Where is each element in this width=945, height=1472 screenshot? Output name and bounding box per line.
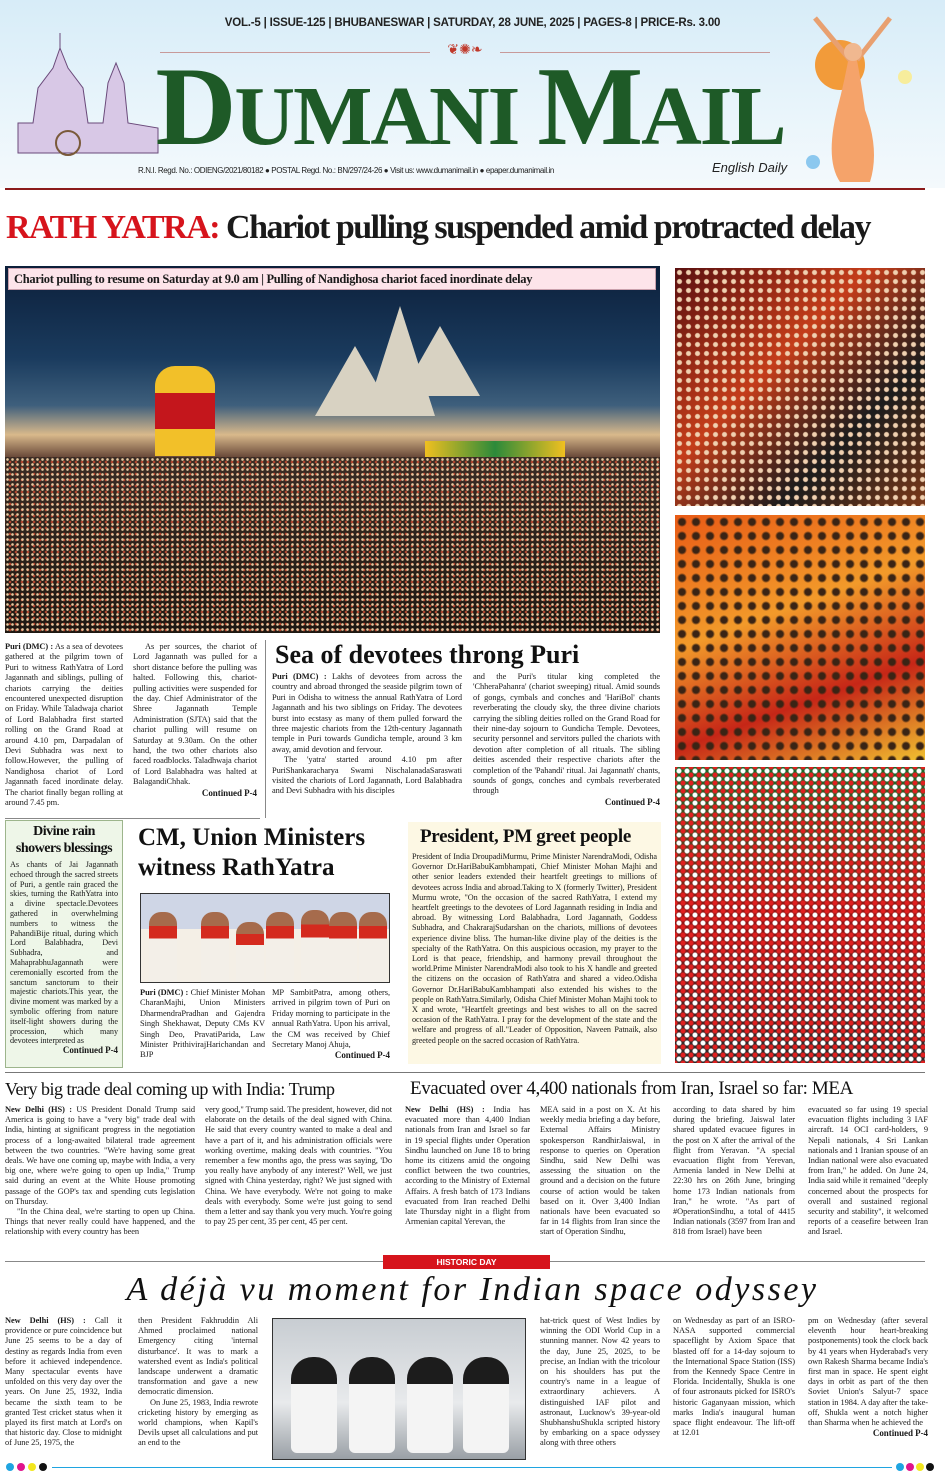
rath-yatra-photo <box>5 266 660 633</box>
registration-mark-yellow <box>916 1463 924 1471</box>
space-article-col4: on Wednesday as part of an ISRO-NASA supported commercial spaceflight by Axiom Space that blasted off for a 14-day sojourn to the International Space Station (ISS) from the Kennedy Space Centre in Florida. Incidentally, Shukla is one of four astronauts picked for ISRO's historic Gaganyaan mission, which marks India's inaugural human space flight endeavour. The lift-off at 12.01 <box>673 1316 795 1438</box>
space-article-col3: hat-trick quest of West Indies by winning the ODI World Cup in a stunning manner. Now 42 years to the day, June 25, 2025, to be precise, an Indian with the tricolour on his shoulders has put the country's name in a league of extraordinary achievers. A distinguished IAF pilot and astronaut, Lucknow's 39-year-old ShubhanshuShukla scripted history by embarking on a space odyssey along with three others <box>540 1316 660 1448</box>
ornament-icon: ❦✺❧ <box>447 43 483 58</box>
trump-article-col1: New Delhi (HS) : US President Donald Trump said America is going to have a "very big" trade deal with India, hinting at significant progress in the negotiation process of a long-awaited bilateral trade agreement between the two countries. "We're having some great deals. We have one coming up, maybe with India, a very big one, where we're going to open up India," Trump said during an event at the White House promoting passage of the GOP's tax and spending cuts legislation on Thursday. "In the China deal, we're starting to open up China. Things that never really could have happened, and the relationship with every country has been <box>5 1105 196 1237</box>
space-headline: A déjà vu moment for Indian space odyssey <box>126 1271 819 1308</box>
divine-rain-box <box>5 820 123 1068</box>
historic-day-badge: HISTORIC DAY <box>383 1255 550 1269</box>
photo-caption-bar: Chariot pulling to resume on Saturday at 9.0 am | Pulling of Nandighosa chariot faced inordinate delay <box>8 268 656 290</box>
mea-article-col2: MEA said in a post on X. At his weekly media briefing a day before, External Affairs Ministry spokesperson RandhirJaiswal, in response to queries on Operation Sindhu, said New Delhi was assessing the situation on the ground and a decision on the future course of action would be taken based on it. Over 3,400 Indian nationals have been evacuated so far in 14 flights from Iran since the start of Operation Sindhu, <box>540 1105 660 1237</box>
sea-article-col1: Puri (DMC) : Lakhs of devotees from across the country and abroad thronged the seaside pilgrim town of Puri in Odisha to witness the annual RathYatra of Lord Jagannath and his two siblings on Friday. The devotees burst into ecstasy as many of them pulled forward the three majestic chariots from the 12th-century Jagannath temple in Puri towards Gundicha temple, around 3 km away, amid devotion and fervour. The 'yatra' started around 4.10 pm after PuriShankaracharya Swami NischalanadaSaraswati visited the chariots of Lord Jagannath, Lord Balabhadra and Devi Subhadra with his disciples <box>272 672 462 796</box>
lead-headline: RATH YATRA: Chariot pulling suspended amid protracted delay <box>6 209 870 246</box>
cm-headline: CM, Union Ministers witness RathYatra <box>138 824 366 881</box>
mea-article-col3: according to data shared by him during the briefing. Jaiswal later shared updated evacuee figures in the post on X after the arrival of the flight from Yeravan. "A special evacuation flight from Yerevan, Armenia landed in New Delhi at 22:30 hrs on 26th June, bringing home 173 Indian nationals from Iran," he wrote. "As part of #OperationSindhu, a total of 4415 Indian nationals (3597 from Iran and 818 from Israel) have been <box>673 1105 795 1237</box>
sea-article-col2: and the Puri's titular king completed the 'ChheraPahanra' (chariot sweeping) ritual. Amid sounds of gongs, cymbals and conches and 'HariBol' chants reverberating the cloudy sky, the three divine chariots carrying the sibling deities rolled on the Grand Road for their nine-day sojourn to Gundicha Temple. Devotees, security personnel and servitors pulled the chariots with devotion after completion of all rituals. The sibling deities ascended their respective chariots after the completion of the 'Pahandi' ritual. Jai Jagannath' chants, sounds of gongs, conches and cymbals reverberated through Continued P-4 <box>473 672 660 807</box>
section-rule <box>5 1072 925 1073</box>
divine-headline: Divine rain showers blessings <box>15 824 113 856</box>
space-article-col5: pm on Wednesday (after several eleventh hour heart-breaking postponements) took the clock back by 41 years when Hyderabad's very own Rakesh Sharma became India's first man in space. He spent eight days in orbit as part of the then Soviet Union's Salyut-7 space station in 1984. A day after the take-off, Shukla went a notch higher than Sharma when he achieved the Continued P-4 <box>808 1316 928 1439</box>
astronauts-photo <box>272 1318 526 1460</box>
devotees-photo <box>675 515 925 760</box>
divine-body: As chants of Jai Jagannath echoed through the sacred streets of Puri, a gentle rain graced the skies, turning the RathYatra into a divine spectacle.Devotees gathered in overwhelming numbers to witness the PahandiBije ritual, during which Lord Balabhadra, Devi Subhadra, and MahaprabhuJagannath were ceremonially escorted from the sanctum sanctorum to their majestic chariots.This year, the divine moment was marked by a symbolic offering from nature itself-light showers during the procession, which many devotees interpreted as Continued P-4 <box>10 860 118 1056</box>
trump-article-col2: very good," Trump said. The president, however, did not elaborate on the details of the deal signed with China. He said that every country wanted to make a deal and have a part of it, and his administration officials were working overtime, making deals with countries. "You remember a few months ago, the press was saying, 'Do you really have anybody of any interest?' Well, we just signed with China yesterday, right? We just signed with China. We have everybody. We're not going to make deals with everybody. Some we're just going to send them a letter and say thank you very much. You're going to pay 25 per cent, 35 per cent, 45 per cent. <box>205 1105 392 1227</box>
space-article-col1: New Delhi (HS) : Call it providence or pure coincidence but June 25 seems to be a day of destiny as regards India from even before it achieved independence. Many spectacular events have unfolded on this very day over the years. On June 25, 1932, India became the sixth team to be granted Test cricket status when it played its first match at Lord's on that historic day. Close to midnight of June 25, 1975, the <box>5 1316 122 1448</box>
lead-article-col1: Puri (DMC) : As a sea of devotees gathered at the pilgrim town of Puri to witness RathYatra of Lord Jagannath and siblings, pulling of chariots carrying the deities encountered unexpected disruption on Friday. While Taladwaja chariot of Lord Balabhadra first started rolling on the Grand Road at around 4.10 pm, Darpadalan of Devi Subhadra was next to follow.However, the pulling of Nandighosa chariot of Lord Jagannath faced inordinate delay. The chariot finally began rolling at around 7.45 pm. <box>5 642 123 808</box>
space-article-col2: then President Fakhruddin Ali Ahmed proclaimed national Emergency citing 'internal disturbance'. It was to mark a watershed event as India's political landscape underwent a dramatic transformation and gave a new democratic dimension. On June 25, 1983, India rewrote cricketing history by emerging as world champions, when Kapil's Devils upset all calculations and put an end to the <box>138 1316 258 1448</box>
logo: DUMANI MAIL <box>155 45 785 169</box>
trump-headline: Very big trade deal coming up with India: Trump <box>5 1079 335 1099</box>
registration-mark-magenta <box>906 1463 914 1471</box>
registration-mark-cyan <box>6 1463 14 1471</box>
president-body: President of India DroupadiMurmu, Prime Minister NarendraModi, Odisha Governor Dr.HariBabuKambhampati, Chief Minister Mohan Majhi and other senior leaders extended their heartfelt greetings to millions of devotees across India and abroad.Taking to X (formerly Twitter), President Murmu wrote, "On the occasion of the sacred RathYatra, I extend my heartfelt greetings to the devotees of Lord Jagannath residing in India and abroad. By witnessing Lord Balabhadra, Lord Jagannath, Goddess Subhadra, and ChakrarajSudarshan on the chariots, millions of devotees experience divine bliss. The human-like divine play of the deities is the specialty of the RathYatra. On this auspicious occasion, my prayer to the Lord is that peace, friendship, and harmony prevail throughout the world.Prime Minister NarendraModi also took to his X handle and greeted the citizens on the occasion of RathYatra and shared a video.Odisha Governor Dr.HariBabuKambhampati also extended his wishes to the people on RathYatra.Similarly, Odisha Chief Minister Mohan Majhi took to X and wrote, "Heartfelt greetings and best wishes to all on the sacred occasion of the RathYatra. I pray for the development of the state and the welfare and progress of all."Leader of Opposition, Naveen Patnaik, also greeted people on the sacred occasion of RathYatra. <box>412 852 657 1045</box>
decorative-dot <box>898 70 912 84</box>
divider <box>265 640 266 818</box>
registration-mark-black <box>926 1463 934 1471</box>
cm-article-col1: Puri (DMC) : Chief Minister Mohan CharanMajhi, Union Ministers DharmendraPradhan and Gajendra Singh Shekhawat, Deputy CMs KV Singh Deo, PravatiParida, Law Minister PrithivirajHarichandan and BJP <box>140 988 265 1060</box>
masthead-rule <box>5 188 925 190</box>
continued-link[interactable]: Continued P-4 <box>872 1428 928 1439</box>
deity-photo <box>675 268 925 506</box>
decorative-dot <box>806 155 820 169</box>
divider <box>5 818 260 819</box>
lead-article-col2: As per sources, the chariot of Lord Jagannath was pulled for a short distance before the pulling was halted. Following this, chariot-pulling activities were suspended for the day. Chief Administrator of the Shree Jagannath Temple Administration (SJTA) said that the chariot pulling will resume on Saturday at 9.30am. On the other hand, the two other chariots also faced roadblocks. Taladhwaja chariot of Lord Balabhadra was halted at BalagandiChhak. Continued P-4 <box>133 642 257 798</box>
ministers-photo <box>140 893 390 983</box>
edition-label: English Daily <box>712 160 788 175</box>
continued-link[interactable]: Continued P-4 <box>334 1050 390 1061</box>
sea-headline: Sea of devotees throng Puri <box>275 640 580 669</box>
registration-mark-yellow <box>28 1463 36 1471</box>
mea-article-col4: evacuated so far using 19 special evacuation flights including 3 IAF aircraft. 14 OCI card-holders, 9 Nepali nationals, 4 Sri Lankan nationals and 1 Iranian spouse of an Indian national were also evacuated from Iran," he added. On June 24, India said while it remained "deeply concerned about the prospects for overall and sustained regional security and stability", it welcomed reports of a ceasefire between Iran and Israel. <box>808 1105 928 1237</box>
president-headline: President, PM greet people <box>420 826 631 847</box>
continued-link[interactable]: Continued P-4 <box>201 787 257 798</box>
chariot-decoration-photo <box>675 767 925 1063</box>
masthead <box>0 0 945 188</box>
mea-article-col1: New Delhi (HS) : India has evacuated more than 4,400 Indian nationals from Iran and Israel so far in 19 special flights under Operation Sindhu launched on June 18 to bring home its citizens amid the ongoing conflict between the two countries, according to the Ministry of External Affairs. A fresh batch of 173 Indians evacuated from Iran reached Delhi late Thursday night in a flight from Armenian capital Yerevan, the <box>405 1105 530 1227</box>
continued-link[interactable]: Continued P-4 <box>604 796 660 807</box>
cm-article-col2: MP SambitPatra, among others, arrived in pilgrim town of Puri on Friday morning to participate in the annual RathYatra. Upon his arrival, the CM was received by Chief Secretary Manoj Ahuja, Continued P-4 <box>272 988 390 1061</box>
edition-meta: VOL.-5 | ISSUE-125 | BHUBANESWAR | SATURDAY, 28 JUNE, 2025 | PAGES-8 | PRICE-Rs. 3.00 <box>224 17 721 29</box>
registration-mark-cyan <box>896 1463 904 1471</box>
footer-rule <box>52 1467 892 1468</box>
president-box <box>408 822 661 1064</box>
continued-link[interactable]: Continued P-4 <box>62 1045 118 1056</box>
registration-mark-black <box>39 1463 47 1471</box>
registration-mark-magenta <box>17 1463 25 1471</box>
mea-headline: Evacuated over 4,400 nationals from Iran, Israel so far: MEA <box>410 1078 853 1099</box>
registration-line: R.N.I. Regd. No.: ODIENG/2021/80182 ● POSTAL Regd. No.: BN/297/24-26 ● Visit us: www.dumanimail.in ● epaper.dumanimail.in <box>138 166 554 175</box>
